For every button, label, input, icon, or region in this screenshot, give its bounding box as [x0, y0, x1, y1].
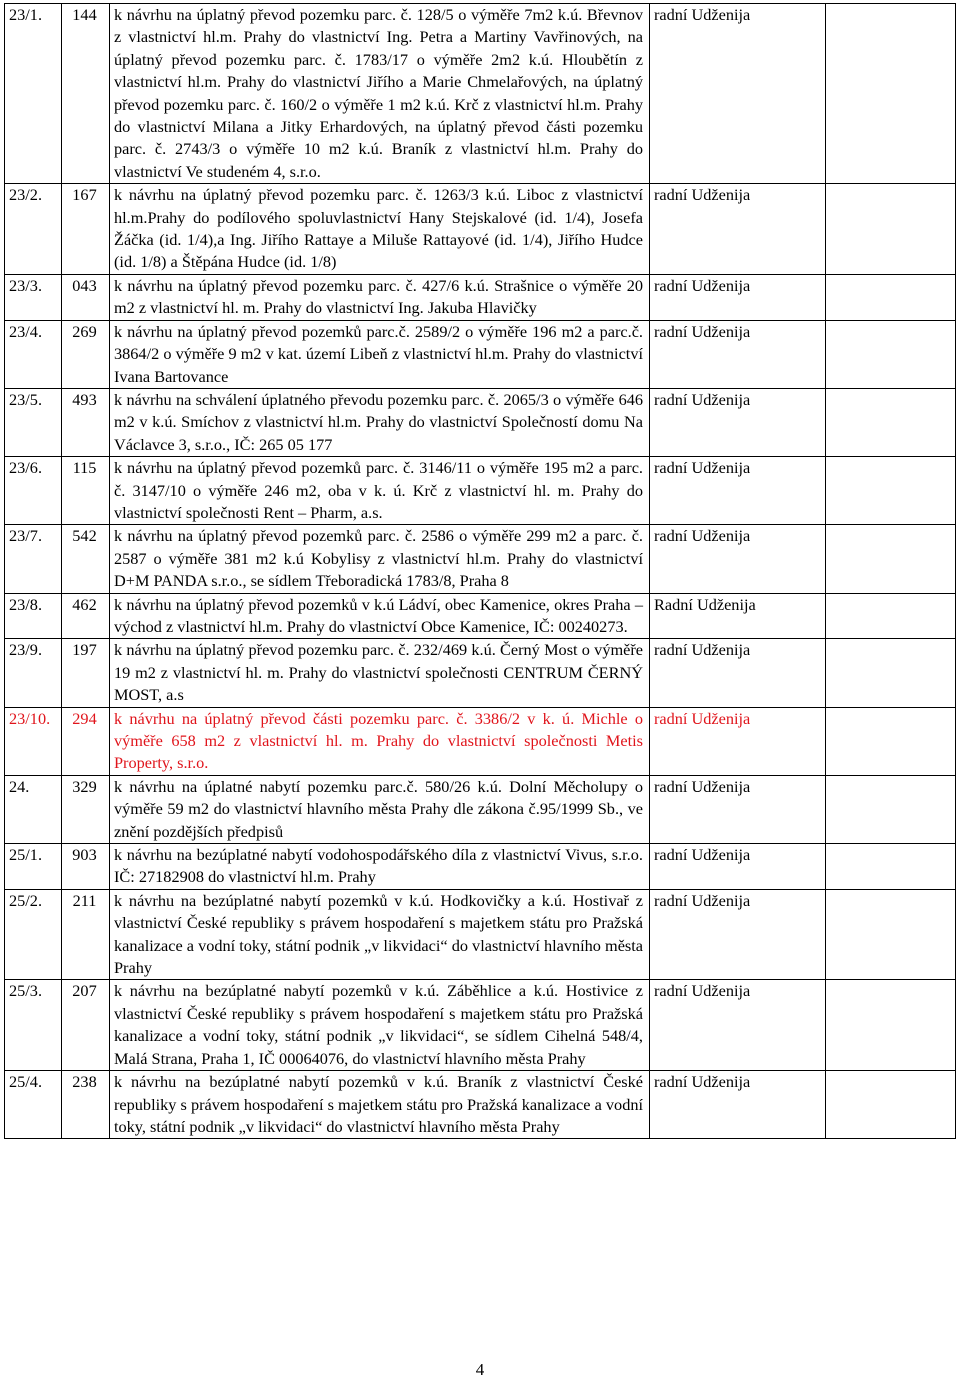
description-line: m2 a parc. č. 2587 o výměře 381 m2 k.ú Kobylisy z vlastnictví	[114, 526, 643, 568]
print-number: 903	[62, 844, 110, 890]
empty-cell	[826, 980, 956, 1071]
item-description	[110, 980, 650, 1071]
agenda-row	[5, 184, 956, 275]
description-line: k návrhu na úplatný převod pozemku parc. č. 427/6 k.ú. Strašnice o	[114, 275, 568, 295]
description-line: a.s.	[360, 502, 383, 522]
description-line: k návrhu na úplatný převod pozemků parc.č. 2589/2 o výměře 196	[114, 321, 557, 341]
item-number: 25/1.	[5, 844, 62, 890]
empty-cell	[826, 4, 956, 184]
print-number: 493	[62, 388, 110, 456]
agenda-row	[5, 274, 956, 320]
description-line: Kamenice, IČ: 00240273.	[459, 616, 628, 636]
responsible-person: radní Udženija	[650, 639, 826, 707]
responsible-person: radní Udženija	[650, 525, 826, 593]
item-number: 23/5.	[5, 388, 62, 456]
description-line: k.ú. Břevnov z vlastnictví hl.m. Prahy do vlastnictví Ing. Petra a	[114, 5, 644, 47]
responsible-person: radní Udženija	[650, 1071, 826, 1139]
item-description	[110, 889, 650, 980]
description-line: k návrhu na úplatné nabytí pozemku parc.č. 580/26 k.ú. Dolní	[114, 776, 547, 796]
description-line: Michle o výměře 658 m2 z vlastnictví hl. m. Prahy do vlastnictví	[114, 708, 643, 750]
item-description	[110, 525, 650, 593]
item-description	[110, 593, 650, 639]
agenda-row	[5, 388, 956, 456]
description-line: Miluše Rattayové (id. 1/4), Jiřího Hudce (id. 1/8) a Štěpána Hudce	[114, 230, 643, 272]
description-line: k návrhu na úplatný převod pozemků parc. č. 3146/11 o výměře	[114, 458, 539, 478]
agenda-row	[5, 457, 956, 525]
description-line: k návrhu na úplatný převod pozemku parc. č. 1263/3 k.ú. Liboc	[114, 185, 555, 205]
description-line: Hostivice z vlastnictví České republiky s právem hospodaření	[114, 981, 644, 1023]
item-number: 23/3.	[5, 274, 62, 320]
print-number: 043	[62, 274, 110, 320]
description-line: k návrhu na bezúplatné nabytí pozemků v k.ú. Hodkovičky a k.ú.	[114, 890, 567, 910]
description-line: (id. 1/8)	[284, 252, 337, 272]
description-line: k návrhu na bezúplatné nabytí pozemků v k.ú. Braník z vlastnictví	[114, 1072, 595, 1092]
item-number: 25/3.	[5, 980, 62, 1071]
item-description	[110, 388, 650, 456]
item-number: 23/4.	[5, 320, 62, 388]
agenda-row	[5, 889, 956, 980]
empty-cell	[826, 388, 956, 456]
agenda-body	[5, 4, 956, 1139]
agenda-row	[5, 525, 956, 593]
empty-cell	[826, 274, 956, 320]
responsible-person: radní Udženija	[650, 980, 826, 1071]
item-number: 25/4.	[5, 1071, 62, 1139]
responsible-person: radní Udženija	[650, 707, 826, 775]
description-line: společnosti Metis Property, s.r.o.	[114, 731, 643, 773]
description-line: z vlastnictví hl. m. Prahy do vlastnictví společnosti Rent – Pharm,	[114, 480, 644, 522]
empty-cell	[826, 889, 956, 980]
description-line: s majetkem státu pro Pražská kanalizace a vodní toky, státní podnik	[114, 913, 643, 955]
description-line: výměře 646 m2 v k.ú. Smíchov z vlastnictví hl.m. Prahy do	[114, 389, 643, 432]
agenda-row	[5, 844, 956, 890]
print-number: 115	[62, 457, 110, 525]
print-number: 144	[62, 4, 110, 184]
description-line: vlastnictví hlavního města Prahy	[346, 1116, 560, 1136]
description-line: k návrhu na úplatný převod pozemku parc. č. 232/469 k.ú. Černý	[114, 640, 540, 660]
item-description	[110, 457, 650, 525]
description-line: k návrhu na úplatný převod pozemku parc. č. 128/5 o výměře 7m2	[114, 5, 554, 24]
description-line: hl.m. Prahy do vlastnictví Ivana Bartovance	[114, 344, 643, 386]
print-number: 207	[62, 980, 110, 1071]
description-line: Měcholupy o výměře 59 m2 do vlastnictví hlavního města Prahy	[114, 776, 643, 819]
item-description	[110, 274, 650, 320]
responsible-person: radní Udženija	[650, 184, 826, 275]
item-number: 23/7.	[5, 525, 62, 593]
description-line: Stejskalové (id. 1/4), Josefa Žáčka (id. 1/4),a Ing. Jiřího Rattaye a	[114, 207, 643, 250]
description-line: pozemku parc. č. 160/2 o výměře 1 m2 k.ú. Krč z vlastnictví hl.m.	[163, 94, 601, 114]
empty-cell	[826, 593, 956, 639]
description-line: z vlastnictví hl.m. Prahy do vlastnictví Ve studeném 4, s.r.o.	[114, 139, 644, 181]
empty-cell	[826, 844, 956, 890]
description-line: Pražská kanalizace a vodní toky, státní podnik „v likvidaci“ do	[114, 1094, 644, 1136]
description-line: společnosti CENTRUM ČERNÝ MOST, a.s	[114, 662, 644, 705]
empty-cell	[826, 639, 956, 707]
description-line: výměře 20 m2 z vlastnictví hl. m. Prahy do vlastnictví Ing. Jakuba	[114, 275, 643, 318]
description-line: Třeboradická 1783/8, Praha 8	[315, 571, 509, 591]
print-number: 167	[62, 184, 110, 275]
description-line: k návrhu na bezúplatné nabytí pozemků v k.ú. Záběhlice a k.ú.	[114, 981, 559, 1001]
agenda-row	[5, 707, 956, 775]
description-line: o výměře 2m2 k.ú. Hloubětín z vlastnictví hl.m. Prahy do	[114, 49, 643, 92]
description-line: k návrhu na schválení úplatného převodu pozemku parc. č. 2065/3 o	[114, 389, 562, 409]
agenda-row	[5, 320, 956, 388]
agenda-row	[5, 593, 956, 639]
print-number: 211	[62, 889, 110, 980]
empty-cell	[826, 775, 956, 843]
item-number: 24.	[5, 775, 62, 843]
responsible-person: radní Udženija	[650, 775, 826, 843]
print-number: 238	[62, 1071, 110, 1139]
description-line: z vlastnictví hl.m.Prahy do podílového spoluvlastnictví Hany	[114, 185, 644, 227]
description-line: vlastnictví Společností domu Na Václavce 3, s.r.o., IČ: 265 05 177	[114, 412, 643, 454]
responsible-person: radní Udženija	[650, 388, 826, 456]
print-number: 294	[62, 707, 110, 775]
description-line: Hostivař z vlastnictví České republiky s právem hospodaření	[114, 890, 643, 933]
item-description	[110, 639, 650, 707]
description-line: části pozemku parc. č. 2743/3 o výměře 10 m2 k.ú. Braník	[114, 117, 643, 159]
description-line: m2 a parc.č. 3864/2 o výměře 9 m2 v kat. území Libeň z vlastnictví	[114, 321, 643, 364]
item-number: 23/1.	[5, 4, 62, 184]
description-line: okres Praha – východ z vlastnictví hl.m. Prahy do vlastnictví Obce	[114, 594, 644, 636]
responsible-person: radní Udženija	[650, 457, 826, 525]
description-line: Most o výměře 19 m2 z vlastnictví hl. m. Prahy do vlastnictví	[114, 640, 643, 682]
description-line: 00064076, do vlastnictví hlavního města Prahy	[279, 1048, 586, 1068]
agenda-table	[4, 3, 956, 1139]
responsible-person: radní Udženija	[650, 4, 826, 184]
agenda-row	[5, 4, 956, 184]
agenda-row	[5, 1071, 956, 1139]
item-description	[110, 4, 650, 184]
description-line: Vivus, s.r.o. IČ: 27182908 do vlastnictví hl.m. Prahy	[114, 845, 643, 887]
description-line: České republiky s právem hospodaření s majetkem státu pro	[114, 1072, 643, 1114]
responsible-person: Radní Udženija	[650, 593, 826, 639]
description-line: k návrhu na úplatný převod části pozemku parc. č. 3386/2 v k. ú.	[114, 708, 575, 728]
print-number: 462	[62, 593, 110, 639]
description-line: hl.m. Prahy do vlastnictví D+M PANDA s.r.o., se sídlem	[114, 548, 643, 591]
print-number: 329	[62, 775, 110, 843]
item-number: 23/9.	[5, 639, 62, 707]
description-line: Prahy do vlastnictví Milana a Jitky Erhardových, na úplatný převod	[114, 94, 644, 137]
agenda-row	[5, 775, 956, 843]
empty-cell	[826, 320, 956, 388]
agenda-row	[5, 639, 956, 707]
responsible-person: radní Udženija	[650, 274, 826, 320]
description-line: k návrhu na úplatný převod pozemků v k.ú Ládví, obec Kamenice,	[114, 594, 550, 614]
item-description	[110, 844, 650, 890]
description-line: „v likvidaci“ do vlastnictví hlavního města Prahy	[114, 935, 644, 978]
item-description	[110, 775, 650, 843]
description-line: k návrhu na bezúplatné nabytí vodohospodářského díla z vlastnictví	[114, 845, 561, 865]
print-number: 269	[62, 320, 110, 388]
agenda-row	[5, 980, 956, 1071]
empty-cell	[826, 184, 956, 275]
description-line: 195 m2 a parc. č. 3147/10 o výměře 246 m2, oba v k. ú. Krč	[114, 458, 643, 500]
description-line: s majetkem státu pro Pražská kanalizace a vodní toky, státní podnik	[114, 1003, 643, 1046]
item-number: 23/8.	[5, 593, 62, 639]
description-line: „v likvidaci“, se sídlem Cihelná 548/4, Malá Strana, Praha 1, IČ	[114, 1026, 643, 1068]
item-number: 23/10.	[5, 707, 62, 775]
empty-cell	[826, 457, 956, 525]
description-line: Hlavičky	[477, 298, 537, 318]
print-number: 197	[62, 639, 110, 707]
responsible-person: radní Udženija	[650, 320, 826, 388]
print-number: 542	[62, 525, 110, 593]
description-line: dle zákona č.95/1999 Sb., ve znění pozdějších předpisů	[114, 799, 644, 841]
description-line: vlastnictví Jiřího a Marie Chmelařových, na úplatný převod	[114, 72, 643, 114]
responsible-person: radní Udženija	[650, 889, 826, 980]
description-line: Martiny Vavřinových, na úplatný převod pozemku parc. č. 1783/17	[114, 27, 643, 69]
empty-cell	[826, 707, 956, 775]
item-description	[110, 1071, 650, 1139]
empty-cell	[826, 525, 956, 593]
item-number: 25/2.	[5, 889, 62, 980]
item-description	[110, 184, 650, 275]
page-number: 4	[475, 1360, 485, 1379]
item-description	[110, 707, 650, 775]
item-description	[110, 320, 650, 388]
item-number: 23/2.	[5, 184, 62, 275]
description-line: k návrhu na úplatný převod pozemků parc. č. 2586 o výměře 299	[114, 526, 551, 546]
item-number: 23/6.	[5, 457, 62, 525]
responsible-person: radní Udženija	[650, 844, 826, 890]
empty-cell	[826, 1071, 956, 1139]
